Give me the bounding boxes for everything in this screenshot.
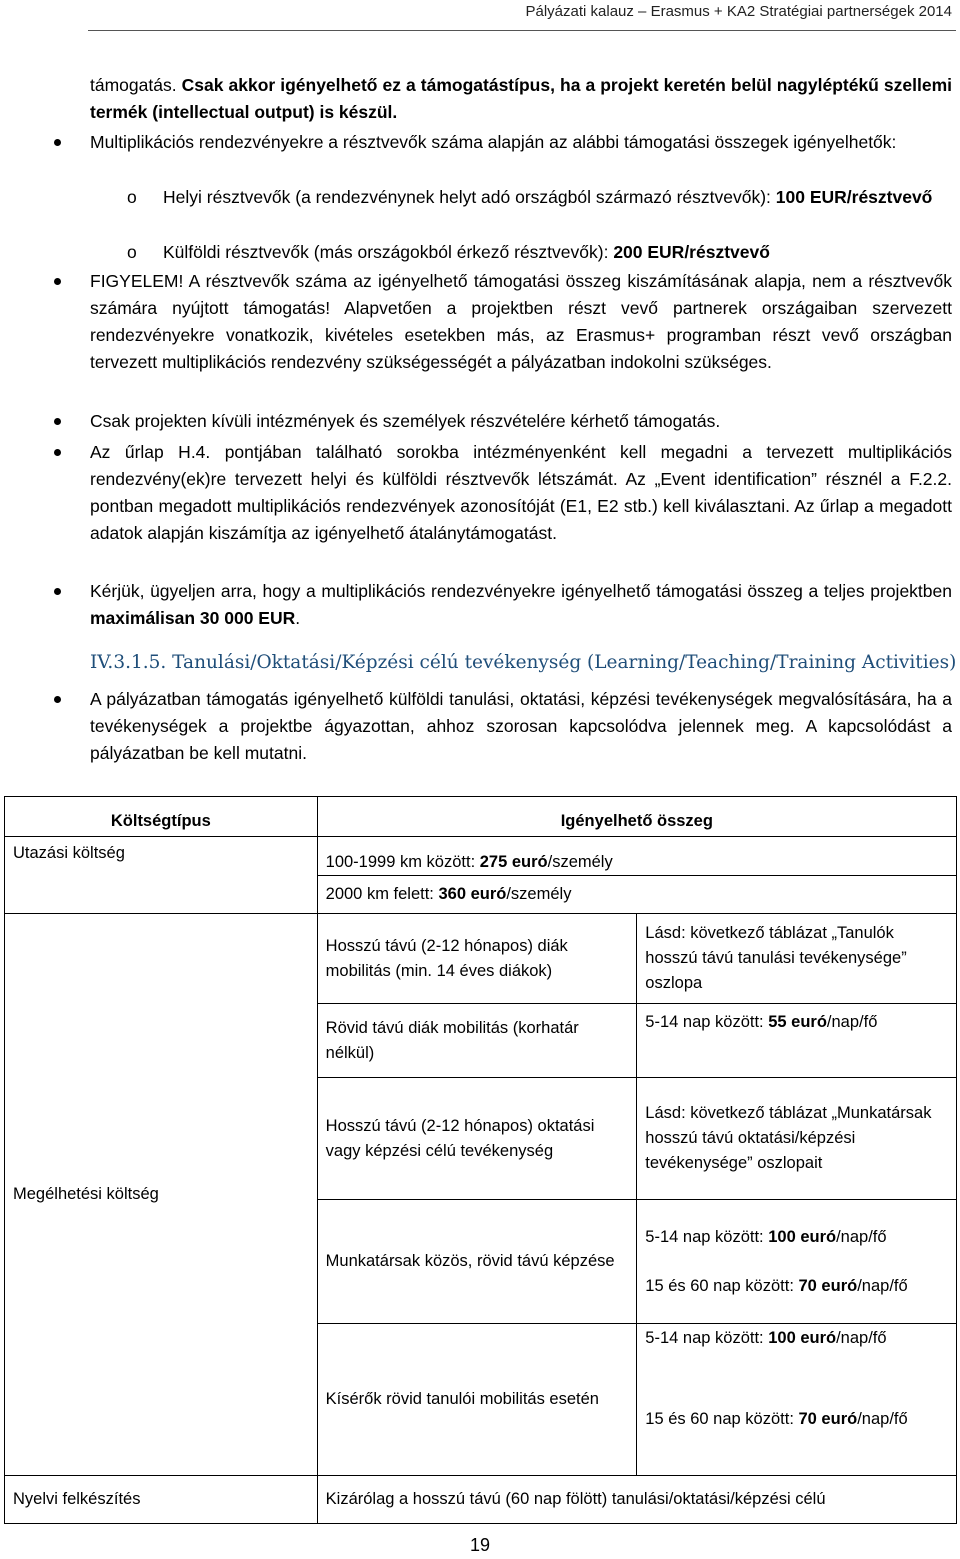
- travel-band-2-text: 2000 km felett:: [325, 885, 439, 903]
- short-term-pupil-value: 55 euró: [768, 1013, 827, 1031]
- accompanying-band-2: [645, 1407, 948, 1432]
- staff-training-band-1-value: 100 euró: [768, 1227, 837, 1246]
- table-row: [5, 1476, 957, 1524]
- bullet-icon: [54, 588, 61, 595]
- sub-bullet-icon: o: [127, 242, 137, 262]
- long-term-pupil-label: Hosszú távú (2-12 hónapos) diák mobilitás (min. 14 éves diákok): [317, 914, 637, 1004]
- cost-table: [4, 796, 957, 1524]
- bullet-learning-activities: A pályázatban támogatás igényelhető külföldi tanulási, oktatási, képzési tevékenységek megvalósítására, ha a tevékenységek a projektbe ágyazottan, ahhoz szorosan kapcsolódva jelennek meg. A kapcsolódást a pályázatban be kell mutatni.: [90, 689, 952, 763]
- travel-cost-label: Utazási költség: [5, 837, 318, 914]
- bullet-multiplier-events: Multiplikációs rendezvényekre a résztvevők száma alapján az alábbi támogatási összegek igényelhetők:: [90, 132, 897, 152]
- accompanying-band-1-unit: /nap/fő: [836, 1329, 887, 1347]
- bullet-icon: [54, 278, 61, 285]
- language-prep-amount: Kizárólag a hosszú távú (60 nap fölött) tanulási/oktatási/képzési célú: [317, 1476, 956, 1524]
- table-row: [5, 837, 957, 876]
- header-amount: Igényelhető összeg: [317, 797, 956, 837]
- page-number: 19: [469, 1535, 491, 1555]
- travel-band-2-amount: 360 euró: [438, 885, 507, 903]
- sub-item-foreign-text: Külföldi résztvevők (más országokból érkező résztvevők):: [163, 242, 614, 262]
- sub-item-foreign: [163, 239, 955, 266]
- staff-training-band-2: [645, 1274, 948, 1299]
- bullet-external-only: Csak projekten kívüli intézmények és személyek részvételére kérhető támogatás.: [90, 411, 721, 431]
- accompanying-band-1-value: 100 euró: [768, 1329, 837, 1347]
- sub-item-local: [163, 184, 955, 211]
- travel-band-1-text: 100-1999 km között:: [325, 853, 480, 871]
- bullet-form-h4: Az űrlap H.4. pontjában található sorokba intézményenként kell megadni a tervezett multiplikációs rendezvény(ek)re tervezett helyi és külföldi résztvevők létszámát. Az „Event identification” résznél a F.2.2. pontban megadott multiplikációs rendezvények azonosítóját (E1, E2 stb.) kell kiválasztani. Az űrlap a megadott adatok alapján kiszámítja az igényelhető átalánytámogatást.: [90, 442, 952, 543]
- long-term-staff-amount: Lásd: következő táblázat „Munkatársak hosszú távú oktatási/képzési tevékenysége” oszlopait: [637, 1078, 957, 1200]
- long-term-pupil-amount: Lásd: következő táblázat „Tanulók hosszú távú tanulási tevékenysége” oszlopa: [637, 914, 957, 1004]
- short-term-pupil-amount: [637, 1004, 957, 1078]
- staff-training-band-2-unit: /nap/fő: [857, 1276, 908, 1295]
- subsistence-cost-label: Megélhetési költség: [5, 914, 318, 1476]
- staff-training-amount: [637, 1200, 957, 1324]
- table-header-row: [5, 797, 957, 837]
- max-amount-bold: maximálisan 30 000 EUR: [90, 608, 296, 628]
- section-heading: IV.3.1.5. Tanulási/Oktatási/Képzési célú tevékenység (Learning/Teaching/Training Activities): [90, 652, 957, 673]
- staff-training-band-2-value: 70 euró: [798, 1276, 858, 1295]
- accompanying-label: Kísérők rövid tanulói mobilitás esetén: [317, 1324, 637, 1476]
- short-term-pupil-text: 5-14 nap között:: [645, 1013, 769, 1031]
- staff-training-band-1-unit: /nap/fő: [836, 1227, 887, 1246]
- table-row: [5, 914, 957, 1004]
- accompanying-band-1-text: 5-14 nap között:: [645, 1329, 769, 1347]
- staff-training-band-1: [645, 1225, 948, 1250]
- short-term-pupil-label: Rövid távú diák mobilitás (korhatár nélkül): [317, 1004, 637, 1078]
- travel-band-1-amount: 275 euró: [479, 853, 548, 871]
- max-amount-end: .: [295, 608, 301, 628]
- staff-training-band-2-text: 15 és 60 nap között:: [645, 1276, 799, 1295]
- max-amount-text: Kérjük, ügyeljen arra, hogy a multiplikációs rendezvényekre igényelhető támogatási összeg a teljes projektben: [90, 581, 952, 601]
- travel-band-2-unit: /személy: [506, 885, 572, 903]
- bullet-icon: [54, 418, 61, 425]
- paragraph-continuation: [90, 72, 952, 126]
- short-term-pupil-unit: /nap/fő: [826, 1013, 878, 1031]
- bullet-icon: [54, 696, 61, 703]
- para1-start: támogatás.: [90, 75, 182, 95]
- accompanying-amount: [637, 1324, 957, 1476]
- bullet-icon: [54, 449, 61, 456]
- language-prep-label: Nyelvi felkészítés: [5, 1476, 318, 1524]
- travel-band-1: [317, 837, 956, 876]
- page-header-title: Pályázati kalauz – Erasmus + KA2 Stratégiai partnerségek 2014: [525, 3, 952, 20]
- bullet-max-amount: [90, 578, 952, 632]
- header-divider: [88, 30, 956, 31]
- sub-item-local-text: Helyi résztvevők (a rendezvénynek helyt adó országból származó résztvevők):: [163, 187, 776, 207]
- header-cost-type: Költségtípus: [5, 797, 318, 837]
- accompanying-band-2-value: 70 euró: [798, 1410, 858, 1428]
- long-term-staff-label: Hosszú távú (2-12 hónapos) oktatási vagy képzési célú tevékenység: [317, 1078, 637, 1200]
- travel-band-2: [317, 876, 956, 914]
- sub-item-local-amount: 100 EUR/résztvevő: [775, 187, 933, 207]
- sub-item-foreign-amount: 200 EUR/résztvevő: [613, 242, 770, 262]
- staff-training-label: Munkatársak közös, rövid távú képzése: [317, 1200, 637, 1324]
- bullet-warning: FIGYELEM! A résztvevők száma az igényelhető támogatási összeg kiszámításának alapja, nem a résztvevők számára nyújtott támogatás! Alapvetően a projektben részt vevő partnerek országaiban szervezett rendezvényekre vonatkozik, kivételes esetekben más, az Erasmus+ programban részt vevő országban tervezett multiplikációs rendezvény szükségességét a pályázatban indokolni szükséges.: [90, 271, 952, 372]
- accompanying-band-2-text: 15 és 60 nap között:: [645, 1410, 799, 1428]
- accompanying-band-1: [645, 1326, 948, 1351]
- para1-bold: Csak akkor igényelhető ez a támogatástípus, ha a projekt keretén belül nagyléptékű szellemi termék (intellectual output) is készül.: [90, 75, 952, 122]
- sub-bullet-icon: o: [127, 187, 137, 207]
- travel-band-1-unit: /személy: [547, 853, 613, 871]
- staff-training-band-1-text: 5-14 nap között:: [645, 1227, 769, 1246]
- bullet-icon: [54, 139, 61, 146]
- accompanying-band-2-unit: /nap/fő: [857, 1410, 908, 1428]
